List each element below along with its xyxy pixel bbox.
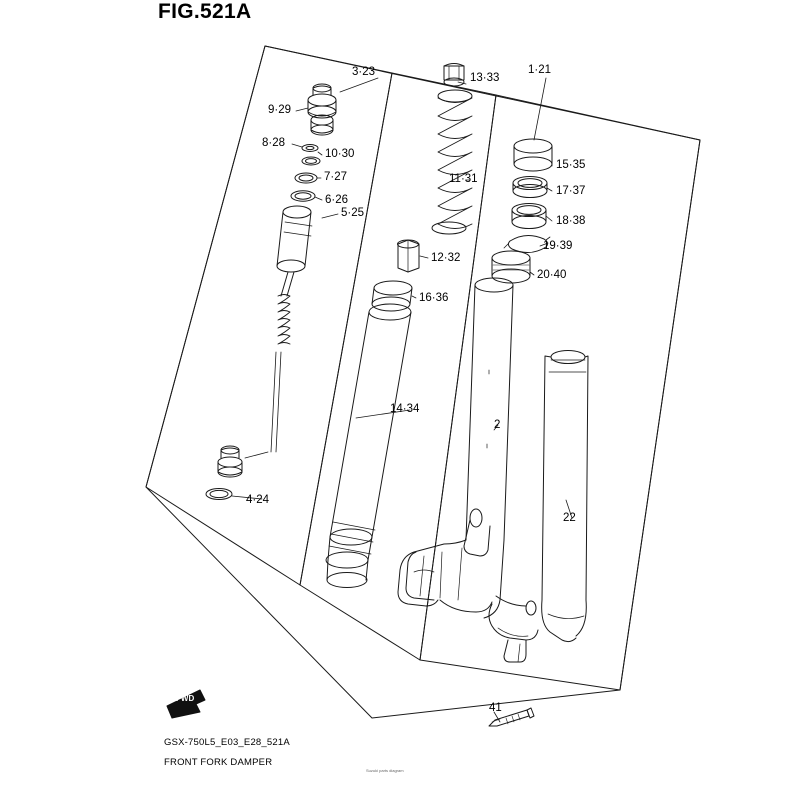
callout-7-27: 7·27	[324, 171, 348, 183]
callout-22: 22	[563, 512, 576, 524]
fwd-arrow-label: FWD	[176, 694, 195, 703]
callout-3-23: 3·23	[352, 66, 376, 78]
callout-1-21: 1·21	[528, 64, 552, 76]
callout-13-33: 13·33	[470, 72, 500, 84]
callout-15-35: 15·35	[556, 159, 586, 171]
callout-6-26: 6·26	[325, 194, 349, 206]
callout-9-29: 9·29	[268, 104, 292, 116]
callout-41: 41	[489, 702, 502, 714]
figure-footer-code: GSX-750L5_E03_E28_521A	[164, 737, 290, 748]
callout-2: 2	[494, 419, 501, 431]
callout-14-34: 14·34	[390, 403, 420, 415]
figure-micro-note: Suzuki parts diagram	[366, 768, 404, 773]
callout-16-36: 16·36	[419, 292, 449, 304]
outline-frame-outer	[146, 46, 700, 718]
callout-10-30: 10·30	[325, 148, 355, 160]
callout-5-25: 5·25	[341, 207, 365, 219]
callout-20-40: 20·40	[537, 269, 567, 281]
callout-4-24: 4·24	[246, 494, 270, 506]
figure-footer-name: FRONT FORK DAMPER	[164, 757, 273, 768]
callout-19-39: 19·39	[543, 240, 573, 252]
callout-18-38: 18·38	[556, 215, 586, 227]
figure-title: FIG.521A	[158, 0, 252, 23]
callout-11-31: 11·31	[449, 173, 478, 185]
callout-8-28: 8·28	[262, 137, 286, 149]
callout-17-37: 17·37	[556, 185, 586, 197]
callout-12-32: 12·32	[431, 252, 461, 264]
